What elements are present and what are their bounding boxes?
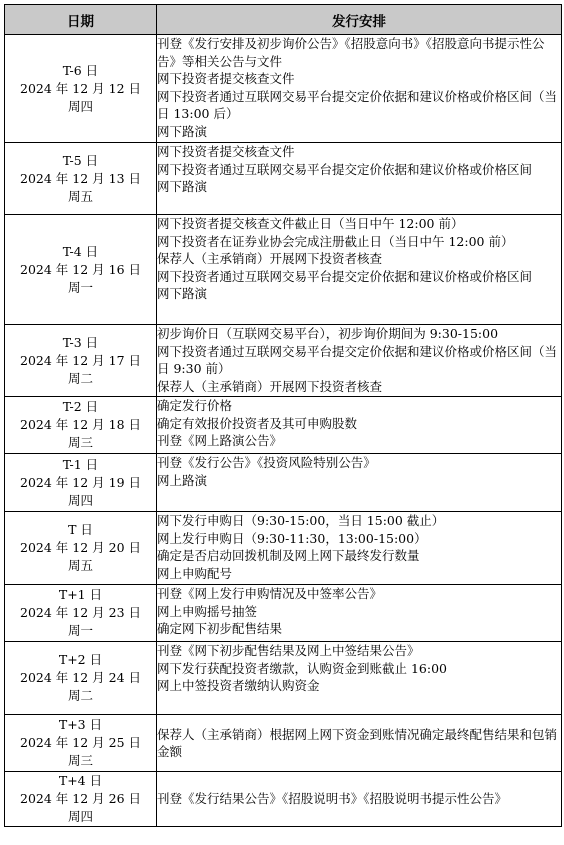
arrangement-cell: [157, 512, 562, 585]
weekday-label: 周一: [67, 279, 93, 295]
calendar-date: 2024 年 12 月 25 日: [20, 735, 141, 750]
arrangement-item: 网下投资者提交核查文件: [157, 144, 295, 159]
table-row: [5, 585, 562, 642]
arrangement-item: 网下投资者提交核查文件截止日（当日中午 12:00 前）: [157, 216, 464, 231]
arrangement-item: 确定是否启动回拨机制及网上网下最终发行数量: [157, 548, 420, 563]
table-row: [5, 325, 562, 397]
calendar-date: 2024 年 12 月 16 日: [20, 261, 141, 277]
weekday-label: 周五: [67, 188, 93, 204]
arrangement-item: 网上路演: [157, 472, 208, 488]
date-cell: [5, 35, 157, 143]
day-label: T-3 日: [62, 334, 99, 350]
weekday-label: 周二: [67, 370, 93, 386]
table-row: [5, 454, 562, 512]
weekday-label: 周五: [67, 558, 93, 573]
day-label: T-1 日: [62, 456, 99, 472]
arrangement-item: 网下发行获配投资者缴款，认购资金到账截止 16:00: [157, 660, 447, 676]
arrangement-item: 确定发行价格: [157, 398, 233, 413]
table-row: [5, 143, 562, 215]
day-label: T+4 日: [58, 773, 103, 788]
day-label: T 日: [68, 522, 93, 537]
arrangement-item: 保荐人（主承销商）开展网下投资者核查: [157, 251, 383, 266]
arrangement-item: 网下投资者通过互联网交易平台提交定价依据和建议价格或价格区间（当日 9:30 前）: [157, 343, 558, 376]
arrangement-item: 网上申购摇号抽签: [157, 603, 258, 619]
arrangement-item: 刊登《发行公告》《投资风险特别公告》: [157, 455, 376, 470]
date-cell: [5, 715, 157, 772]
date-cell: [5, 512, 157, 585]
arrangement-cell: [157, 715, 562, 772]
arrangement-item: 刊登《发行结果公告》《招股说明书》《招股说明书提示性公告》: [157, 791, 508, 807]
arrangement-item: 网上中签投资者缴纳认购资金: [157, 678, 320, 693]
arrangement-item: 网下投资者通过互联网交易平台提交定价依据和建议价格或价格区间（当日 13:00 后）: [157, 88, 558, 121]
arrangement-item: 网下投资者通过互联网交易平台提交定价依据和建议价格或价格区间: [157, 161, 533, 177]
issuance-schedule-table: [4, 4, 562, 827]
date-cell: [5, 585, 157, 642]
date-cell: [5, 772, 157, 827]
weekday-label: 周一: [67, 623, 93, 638]
arrangement-item: 网下路演: [157, 179, 208, 194]
arrangement-cell: [157, 642, 562, 715]
table-header-row: [5, 5, 562, 35]
table-row: [5, 512, 562, 585]
calendar-date: 2024 年 12 月 13 日: [20, 170, 141, 186]
day-label: T-5 日: [62, 152, 99, 168]
table-row: [5, 715, 562, 772]
arrangement-item: 网下路演: [157, 286, 208, 301]
table-body: [5, 35, 562, 827]
arrangement-item: 网下投资者在证券业协会完成注册截止日（当日中午 12:00 前）: [157, 233, 514, 249]
arrangement-cell: [157, 454, 562, 512]
date-cell: [5, 215, 157, 325]
arrangement-item: 初步询价日（互联网交易平台），初步询价期间为 9:30-15:00: [157, 326, 499, 341]
table-row: [5, 215, 562, 325]
day-label: T-2 日: [62, 399, 99, 414]
day-label: T-6 日: [62, 62, 99, 78]
arrangement-item: 刊登《网上发行申购情况及中签率公告》: [157, 586, 383, 601]
date-cell: [5, 325, 157, 397]
arrangement-cell: [157, 143, 562, 215]
weekday-label: 周三: [67, 435, 93, 450]
arrangement-cell: [157, 585, 562, 642]
weekday-label: 周四: [67, 492, 93, 508]
table-row: [5, 642, 562, 715]
arrangement-item: 刊登《网上路演公告》: [157, 433, 283, 448]
calendar-date: 2024 年 12 月 20 日: [20, 540, 141, 555]
calendar-date: 2024 年 12 月 23 日: [20, 605, 141, 620]
calendar-date: 2024 年 12 月 18 日: [20, 417, 141, 432]
arrangement-item: 刊登《发行安排及初步询价公告》《招股意向书》《招股意向书提示性公告》等相关公告与文件: [157, 36, 545, 69]
arrangement-item: 网上发行申购日（9:30-11:30，13:00-15:00）: [157, 530, 427, 546]
arrangement-item: 网下投资者通过互联网交易平台提交定价依据和建议价格或价格区间: [157, 268, 533, 284]
arrangement-item: 刊登《网下初步配售结果及网上中签结果公告》: [157, 643, 420, 658]
day-label: T+2 日: [58, 652, 103, 667]
arrangement-cell: [157, 325, 562, 397]
date-cell: [5, 642, 157, 715]
arrangement-item: 保荐人（主承销商）根据网上网下资金到账情况确定最终配售结果和包销金额: [157, 726, 558, 759]
arrangement-cell: [157, 35, 562, 143]
weekday-label: 周二: [67, 688, 93, 703]
date-cell: [5, 454, 157, 512]
arrangement-item: 网下投资者提交核查文件: [157, 71, 295, 86]
arrangement-item: 网上申购配号: [157, 565, 233, 581]
calendar-date: 2024 年 12 月 19 日: [20, 474, 141, 490]
arrangement-item: 确定网下初步配售结果: [157, 621, 283, 636]
calendar-date: 2024 年 12 月 17 日: [20, 352, 141, 368]
arrangement-cell: [157, 215, 562, 325]
date-cell: [5, 397, 157, 454]
arrangement-item: 网下路演: [157, 123, 208, 139]
weekday-label: 周三: [67, 753, 93, 768]
calendar-date: 2024 年 12 月 26 日: [20, 791, 141, 806]
date-cell: [5, 143, 157, 215]
day-label: T-4 日: [62, 243, 99, 259]
day-label: T+3 日: [58, 717, 103, 732]
date-column-header: 日期: [5, 5, 157, 35]
calendar-date: 2024 年 12 月 24 日: [20, 670, 141, 685]
arrangement-item: 网下发行申购日（9:30-15:00，当日 15:00 截止）: [157, 513, 445, 528]
arrangement-item: 保荐人（主承销商）开展网下投资者核查: [157, 378, 383, 394]
calendar-date: 2024 年 12 月 12 日: [20, 80, 141, 96]
table-row: [5, 772, 562, 827]
arrangement-column-header: 发行安排: [157, 5, 562, 35]
table-row: [5, 35, 562, 143]
arrangement-item: 确定有效报价投资者及其可申购股数: [157, 415, 358, 431]
weekday-label: 周四: [67, 809, 93, 824]
day-label: T+1 日: [58, 587, 103, 602]
weekday-label: 周四: [67, 98, 93, 114]
table-row: [5, 397, 562, 454]
arrangement-cell: [157, 397, 562, 454]
arrangement-cell: [157, 772, 562, 827]
